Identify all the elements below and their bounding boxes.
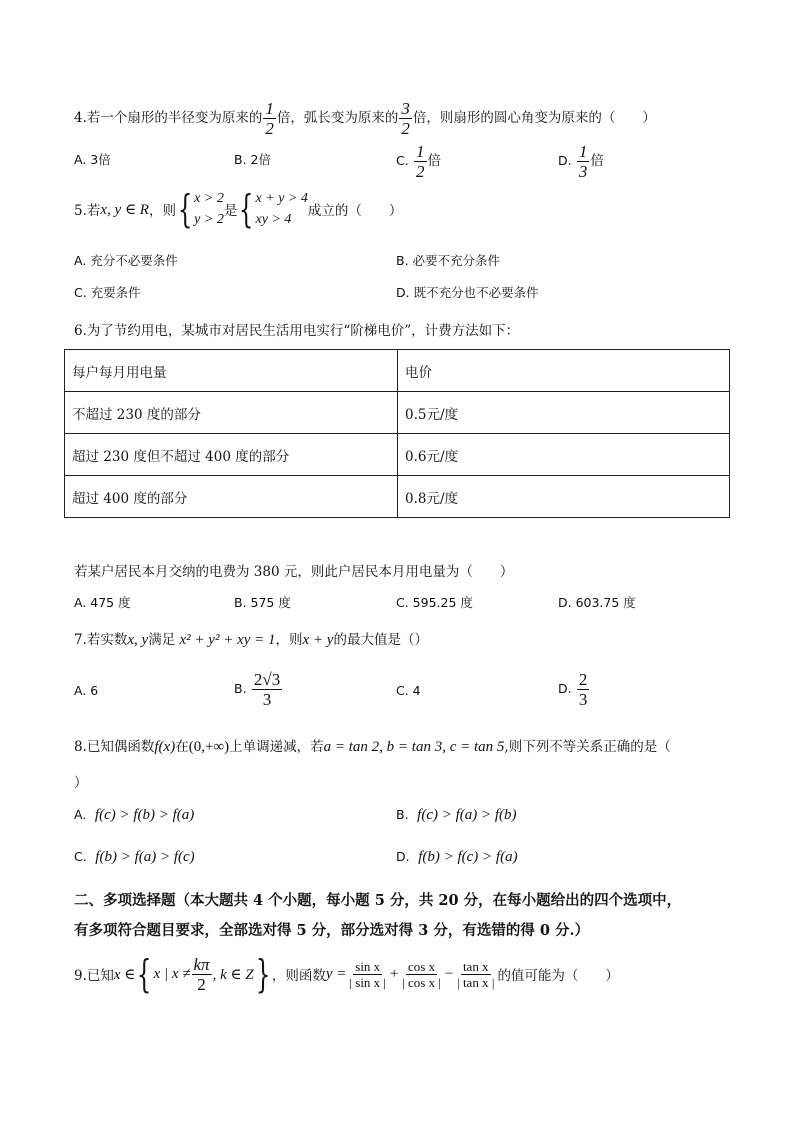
q9-y-equals: y = bbox=[325, 965, 347, 982]
q5-option-a: A. 充分不必要条件 bbox=[74, 253, 178, 268]
q8-option-a bbox=[74, 807, 194, 824]
q5-sys2-line2: xy > 4 bbox=[255, 212, 292, 227]
table-header-row bbox=[65, 350, 730, 392]
q5-sys1-line1: x > 2 bbox=[194, 191, 224, 206]
q7-option-d-fraction bbox=[577, 671, 590, 708]
q5-option-b: B. 必要不充分条件 bbox=[396, 253, 501, 268]
q5-sys2-line1: x + y > 4 bbox=[255, 191, 308, 206]
q5-sys1-line2: y > 2 bbox=[194, 212, 224, 227]
q8-option-d-label: D. bbox=[396, 849, 410, 864]
q8-option-a-label: A. bbox=[74, 807, 87, 822]
q4-text-3: 倍，则扇形的圆心角变为原来的（ ） bbox=[412, 110, 656, 126]
q7-text-3: ，则 bbox=[275, 632, 303, 648]
q7-text-1: 7.若实数 bbox=[74, 632, 128, 648]
q5-vars: x, y ∈ R bbox=[100, 201, 149, 218]
q6-option-d: D. 603.75 度 bbox=[558, 595, 636, 610]
q4-option-c-num: 1 bbox=[416, 142, 425, 161]
q8-option-a-expr: f(c) > f(b) > f(a) bbox=[94, 807, 195, 823]
q6-option-a: A. 475 度 bbox=[74, 595, 131, 610]
q7-option-d bbox=[558, 671, 590, 708]
q9-text-1: 9.已知 bbox=[74, 968, 114, 984]
q9-term-tan-den: | tan x | bbox=[457, 974, 495, 990]
q7-vars: x, y bbox=[127, 632, 149, 648]
q5-text-4: 成立的（ ） bbox=[307, 203, 403, 219]
q8-option-c bbox=[74, 849, 195, 866]
table-cell-usage: 不超过 230 度的部分 bbox=[65, 392, 398, 434]
q4-option-d-den: 3 bbox=[578, 162, 588, 181]
q9-set-num: kπ bbox=[193, 954, 210, 974]
q8-option-b-label: B. bbox=[396, 807, 409, 822]
table-cell-price: 0.6元/度 bbox=[398, 434, 730, 476]
q4-option-d bbox=[558, 143, 604, 180]
q9-text-3: 的值可能为（ ） bbox=[497, 968, 619, 984]
q4-option-c bbox=[396, 143, 441, 180]
section2-heading-line2: 有多项符合题目要求，全部选对得 5 分，部分选对得 3 分，有选错的得 0 分.） bbox=[74, 922, 590, 939]
q8-option-b-expr: f(c) > f(a) > f(b) bbox=[417, 807, 517, 823]
q4-text-2: 倍，弧长变为原来的 bbox=[276, 110, 399, 126]
q6-option-c: C. 595.25 度 bbox=[396, 595, 473, 610]
q9-term-cos bbox=[400, 960, 443, 989]
q9-term-cos-den: | cos x | bbox=[402, 974, 441, 990]
q7-text-4: 的最大值是（） bbox=[333, 632, 428, 648]
q4-option-c-fraction bbox=[414, 143, 427, 180]
q7-option-b-den: 3 bbox=[262, 690, 272, 709]
q7-option-b-fraction bbox=[252, 671, 282, 708]
section2-heading-line1: 二、多项选择题（本大题共 4 个小题，每小题 5 分，共 20 分，在每小题给出的四个选项中， bbox=[74, 892, 682, 909]
q9-plus: + bbox=[389, 965, 400, 982]
q5-system-2: { x + y > 4 xy > 4 bbox=[239, 187, 308, 231]
q4-option-d-num: 1 bbox=[578, 142, 588, 161]
q8-option-c-expr: f(b) > f(a) > f(c) bbox=[95, 849, 195, 865]
electricity-price-table bbox=[64, 349, 730, 518]
q5-stem bbox=[74, 188, 402, 230]
q4-fraction-arc bbox=[399, 100, 412, 137]
q4-frac2-num: 3 bbox=[401, 99, 410, 118]
q4-option-c-label: C. bbox=[396, 153, 409, 168]
q7-option-d-label: D. bbox=[558, 681, 572, 696]
q8-text-2: 在 bbox=[175, 739, 189, 755]
q7-option-b-num: 2√3 bbox=[253, 670, 281, 689]
q9-term-tan-num: tan x bbox=[462, 958, 489, 974]
q9-minus: − bbox=[443, 965, 455, 982]
q9-term-sin bbox=[347, 960, 388, 989]
q4-fraction-radius bbox=[263, 100, 276, 137]
q8-option-d bbox=[396, 849, 518, 866]
q4-option-c-unit: 倍 bbox=[427, 153, 441, 169]
q4-option-c-den: 2 bbox=[416, 162, 425, 181]
q5-system-1: { x > 2 y > 2 bbox=[177, 187, 224, 231]
q8-text-3: 上单调递减，若 bbox=[229, 739, 324, 755]
table-cell-price: 0.8元/度 bbox=[398, 476, 730, 518]
q5-text-1: 5.若 bbox=[74, 203, 101, 219]
q4-stem bbox=[74, 100, 656, 137]
q4-option-a: A. 3倍 bbox=[74, 152, 111, 167]
q8-option-c-label: C. bbox=[74, 849, 87, 864]
table-cell-usage: 超过 400 度的部分 bbox=[65, 476, 398, 518]
q6-option-b: B. 575 度 bbox=[234, 595, 291, 610]
q9-set-body-1: x | x ≠ bbox=[153, 965, 191, 982]
q9-set-body-2: , k ∈ Z bbox=[212, 966, 254, 983]
q9-text-2: ，则函数 bbox=[271, 968, 326, 984]
q7-option-a: A. 6 bbox=[74, 683, 99, 698]
q9-set-fraction bbox=[192, 956, 212, 993]
q7-option-d-num: 2 bbox=[578, 670, 588, 689]
q4-option-d-unit: 倍 bbox=[590, 153, 604, 169]
q7-expression: x + y bbox=[302, 632, 334, 648]
q9-stem bbox=[74, 952, 619, 996]
q8-stem bbox=[74, 735, 671, 756]
q9-term-cos-num: cos x bbox=[408, 958, 436, 974]
table-row bbox=[65, 476, 730, 518]
q5-text-3: 是 bbox=[223, 203, 238, 219]
table-header-usage: 每户每月用电量 bbox=[65, 350, 398, 392]
q9-set-den: 2 bbox=[197, 974, 206, 994]
q7-equation: x² + y² + xy = 1 bbox=[179, 632, 276, 648]
q4-frac2-den: 2 bbox=[401, 119, 410, 138]
table-header-price: 电价 bbox=[398, 350, 730, 392]
q8-close-paren: ） bbox=[74, 775, 88, 791]
q5-option-d: D. 既不充分也不必要条件 bbox=[396, 285, 539, 300]
q5-text-2: ，则 bbox=[148, 203, 176, 219]
q8-text-4: ,则下列不等关系正确的是（ bbox=[504, 739, 671, 755]
q4-frac1-num: 1 bbox=[265, 99, 274, 118]
q5-option-c: C. 充要条件 bbox=[74, 285, 141, 300]
q9-term-tan bbox=[455, 960, 496, 989]
table-cell-price: 0.5元/度 bbox=[398, 392, 730, 434]
table-row bbox=[65, 434, 730, 476]
q7-option-c: C. 4 bbox=[396, 683, 421, 698]
q8-option-d-expr: f(b) > f(c) > f(a) bbox=[418, 849, 518, 865]
q7-option-b-label: B. bbox=[234, 681, 247, 696]
q4-frac1-den: 2 bbox=[265, 119, 274, 138]
q8-option-b bbox=[396, 807, 517, 824]
q9-set-member: x ∈ bbox=[113, 966, 136, 983]
q7-text-2: 满足 bbox=[148, 632, 176, 648]
q8-text-1: 8.已知偶函数 bbox=[74, 739, 155, 755]
q6-question: 若某户居民本月交纳的电费为 380 元，则此户居民本月用电量为（ ） bbox=[74, 564, 514, 580]
table-cell-usage: 超过 230 度但不超过 400 度的部分 bbox=[65, 434, 398, 476]
table-row bbox=[65, 392, 730, 434]
q8-function: f(x) bbox=[154, 739, 176, 755]
q4-option-b: B. 2倍 bbox=[234, 152, 271, 167]
q4-option-d-fraction bbox=[577, 143, 590, 180]
q8-interval: (0,+∞) bbox=[188, 739, 230, 755]
q4-text-1: 4.若一个扇形的半径变为原来的 bbox=[74, 110, 263, 126]
q4-option-d-label: D. bbox=[558, 153, 572, 168]
q7-option-b bbox=[234, 671, 283, 708]
q7-option-d-den: 3 bbox=[578, 690, 588, 709]
q9-term-sin-den: | sin x | bbox=[349, 974, 387, 990]
q6-stem: 6.为了节约用电，某城市对居民生活用电实行“阶梯电价”，计费方法如下： bbox=[74, 323, 520, 339]
q9-set: { x | x ≠ $\frac{k\pi}{2}$ , k ∈ Z } bbox=[137, 952, 271, 996]
q9-term-sin-num: sin x bbox=[355, 958, 381, 974]
q7-stem bbox=[74, 628, 428, 649]
q8-conditions: a = tan 2, b = tan 3, c = tan 5 bbox=[323, 739, 505, 755]
